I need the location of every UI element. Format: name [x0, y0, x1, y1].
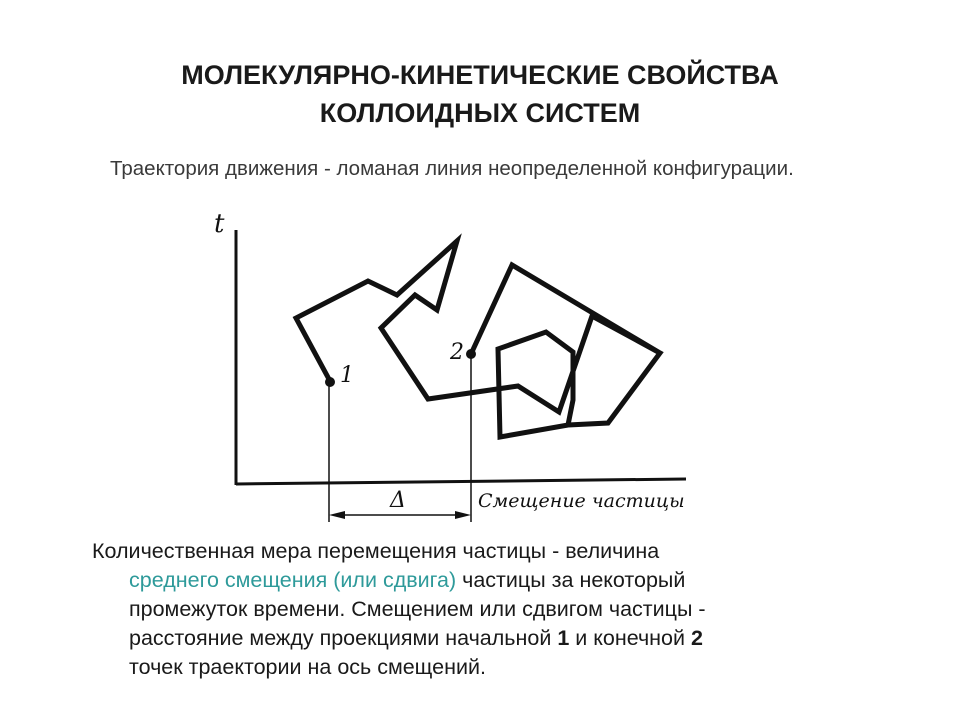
description-paragraph: [92, 537, 872, 682]
point-1-ref: 1: [557, 626, 570, 650]
delta-label: Δ: [390, 488, 406, 513]
para-line-3: промежуток времени. Смещением или сдвигом частицы -: [129, 597, 706, 621]
para-line-2-rest: частицы за некоторый: [456, 568, 686, 592]
para-line-4-mid: и конечной: [569, 626, 691, 650]
title-line-2: КОЛЛОИДНЫХ СИСТЕМ: [319, 98, 641, 128]
particle-trajectory: [296, 241, 660, 437]
delta-arrow-left: [329, 511, 345, 519]
start-point-label: 1: [340, 363, 354, 388]
para-line-2: [92, 566, 872, 595]
para-line-4: [92, 624, 872, 653]
para-line-4-pre: расстояние между проекциями начальной: [129, 626, 558, 650]
t-axis-label: t: [214, 209, 225, 239]
end-point-label: 2: [450, 340, 464, 365]
point-2-ref: 2: [690, 626, 703, 650]
mean-displacement-term: среднего смещения (или сдвига): [129, 568, 457, 592]
para-line-1: Количественная мера перемещения частицы - величина: [92, 539, 660, 563]
subtitle: Траектория движения - ломаная линия неопределенной конфигурации.: [110, 157, 794, 180]
start-point: [325, 377, 335, 387]
displacement-axis: [236, 479, 686, 484]
trajectory-svg: [200, 200, 700, 530]
para-line-5: точек траектории на ось смещений.: [129, 655, 486, 679]
slide-title: [0, 56, 960, 132]
title-line-1: МОЛЕКУЛЯРНО-КИНЕТИЧЕСКИЕ СВОЙСТВА: [181, 60, 779, 90]
delta-arrow-right: [455, 511, 471, 519]
displacement-axis-label: Смещение частицы: [478, 490, 685, 512]
trajectory-diagram: [200, 200, 700, 530]
